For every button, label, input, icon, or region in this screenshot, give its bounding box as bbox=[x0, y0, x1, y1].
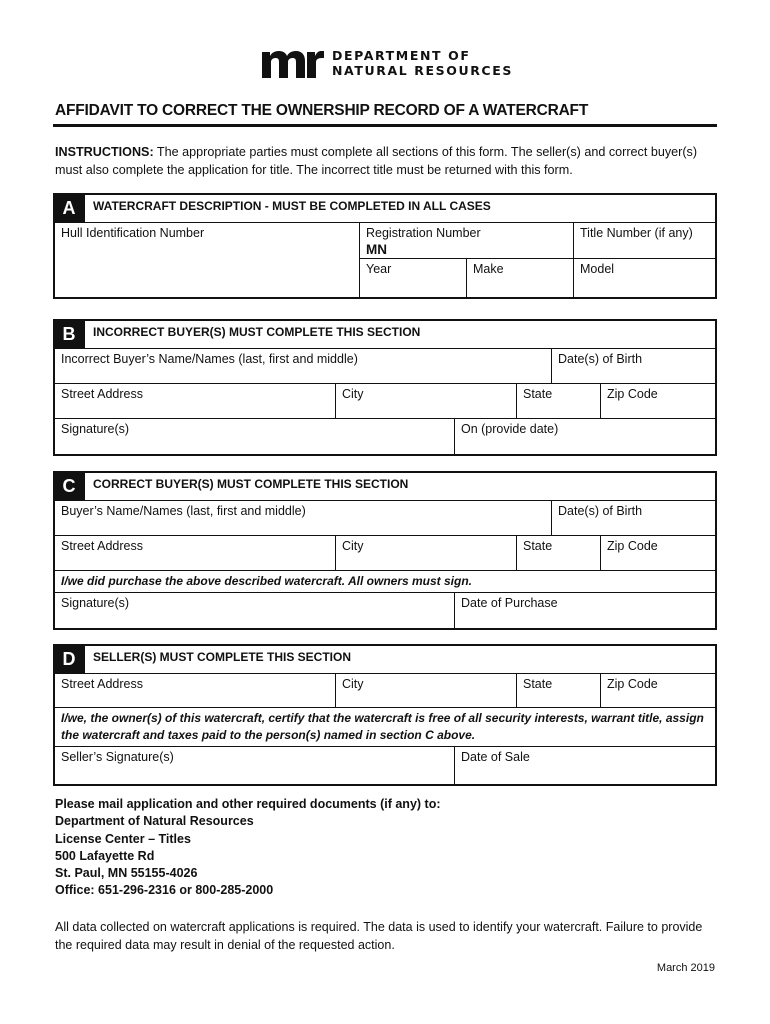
hull-id-label: Hull Identification Number bbox=[61, 226, 205, 240]
dnr-logo bbox=[262, 48, 513, 78]
mailing-line-6: Office: 651-296-2316 or 800-285-2000 bbox=[55, 883, 274, 898]
incorrect-buyer-dob-label: Date(s) of Birth bbox=[558, 352, 643, 366]
section-d-title: SELLER(S) MUST COMPLETE THIS SECTION bbox=[93, 650, 352, 664]
section-b bbox=[53, 319, 717, 456]
zip-code-label: Zip Code bbox=[607, 677, 658, 691]
incorrect-buyer-state-field[interactable] bbox=[517, 384, 601, 418]
section-d bbox=[53, 644, 717, 786]
registration-prefix: MN bbox=[366, 242, 387, 257]
on-date-label: On (provide date) bbox=[461, 422, 559, 436]
incorrect-buyer-dob-field[interactable] bbox=[552, 349, 715, 383]
buyer-name-field[interactable] bbox=[55, 501, 552, 535]
make-field[interactable] bbox=[467, 259, 574, 297]
mailing-line-5: St. Paul, MN 55155-4026 bbox=[55, 866, 198, 881]
incorrect-buyer-signature-field[interactable] bbox=[55, 419, 455, 454]
registration-number-field[interactable] bbox=[360, 223, 574, 258]
buyer-dob-label: Date(s) of Birth bbox=[558, 504, 643, 518]
buyer-signature-field[interactable] bbox=[55, 593, 455, 628]
buyer-dob-field[interactable] bbox=[552, 501, 715, 535]
incorrect-buyer-name-field[interactable] bbox=[55, 349, 552, 383]
buyer-attestation: I/we did purchase the above described watercraft. All owners must sign. bbox=[55, 571, 715, 593]
incorrect-buyer-date-field[interactable] bbox=[455, 419, 715, 454]
title-number-label: Title Number (if any) bbox=[580, 226, 693, 240]
street-address-label: Street Address bbox=[61, 387, 143, 401]
logo-line-1: DEPARTMENT OF bbox=[332, 48, 471, 63]
section-a-title: WATERCRAFT DESCRIPTION - MUST BE COMPLETED IN ALL CASES bbox=[93, 199, 491, 213]
seller-signature-label: Seller’s Signature(s) bbox=[61, 750, 174, 764]
signature-label: Signature(s) bbox=[61, 422, 130, 436]
section-c bbox=[53, 471, 717, 630]
buyer-street-field[interactable] bbox=[55, 536, 336, 570]
year-field[interactable] bbox=[360, 259, 467, 297]
model-label: Model bbox=[580, 262, 615, 276]
state-label: State bbox=[523, 539, 553, 553]
section-c-header bbox=[55, 473, 715, 501]
buyer-name-label: Buyer’s Name/Names (last, first and middle) bbox=[61, 504, 306, 518]
mailing-line-2: Department of Natural Resources bbox=[55, 814, 254, 829]
street-address-label: Street Address bbox=[61, 677, 143, 691]
section-b-header bbox=[55, 321, 715, 349]
data-privacy-notice: All data collected on watercraft applications is required. The data is used to identify your watercraft. Failure to provide the required data may result in denial of the requested action. bbox=[55, 920, 703, 952]
title-divider bbox=[53, 124, 717, 127]
zip-code-label: Zip Code bbox=[607, 539, 658, 553]
seller-street-field[interactable] bbox=[55, 674, 336, 707]
make-label: Make bbox=[473, 262, 504, 276]
city-label: City bbox=[342, 387, 364, 401]
instructions bbox=[55, 143, 715, 179]
mailing-line-4: 500 Lafayette Rd bbox=[55, 848, 155, 863]
section-a-header bbox=[55, 195, 715, 223]
incorrect-buyer-zip-field[interactable] bbox=[601, 384, 715, 418]
seller-zip-field[interactable] bbox=[601, 674, 715, 707]
form-title: AFFIDAVIT TO CORRECT THE OWNERSHIP RECORD OF A WATERCRAFT bbox=[55, 102, 589, 119]
city-label: City bbox=[342, 677, 364, 691]
section-b-letter: B bbox=[53, 319, 85, 349]
title-number-field[interactable] bbox=[574, 223, 715, 258]
form-revision-date: March 2019 bbox=[656, 962, 715, 974]
seller-state-field[interactable] bbox=[517, 674, 601, 707]
section-c-title: CORRECT BUYER(S) MUST COMPLETE THIS SECTION bbox=[93, 477, 409, 491]
section-d-letter: D bbox=[53, 644, 85, 674]
signature-label: Signature(s) bbox=[61, 596, 130, 610]
sale-date-label: Date of Sale bbox=[461, 750, 530, 764]
section-c-letter: C bbox=[53, 471, 85, 501]
buyer-state-field[interactable] bbox=[517, 536, 601, 570]
city-label: City bbox=[342, 539, 364, 553]
instructions-label: INSTRUCTIONS: bbox=[55, 145, 154, 159]
street-address-label: Street Address bbox=[61, 539, 143, 553]
zip-code-label: Zip Code bbox=[607, 387, 658, 401]
mailing-line-1: Please mail application and other required documents (if any) to: bbox=[55, 797, 441, 811]
seller-certification: I/we, the owner(s) of this watercraft, certify that the watercraft is free of all security interests, warrant title, assign the watercraft and taxes paid to the person(s) named in section C above. bbox=[55, 708, 715, 747]
section-b-title: INCORRECT BUYER(S) MUST COMPLETE THIS SECTION bbox=[93, 325, 421, 339]
purchase-date-label: Date of Purchase bbox=[461, 596, 558, 610]
incorrect-buyer-city-field[interactable] bbox=[336, 384, 517, 418]
registration-number-label: Registration Number bbox=[366, 226, 481, 240]
seller-signature-field[interactable] bbox=[55, 747, 455, 784]
buyer-city-field[interactable] bbox=[336, 536, 517, 570]
section-d-header bbox=[55, 646, 715, 674]
model-field[interactable] bbox=[574, 259, 715, 297]
instructions-text: The appropriate parties must complete all sections of this form. The seller(s) and correct buyer(s) must also complete the application for title. The incorrect title must be returned with this form. bbox=[55, 145, 698, 177]
purchase-date-field[interactable] bbox=[455, 593, 715, 628]
incorrect-buyer-name-label: Incorrect Buyer’s Name/Names (last, first and middle) bbox=[61, 352, 358, 366]
hull-id-field[interactable] bbox=[55, 223, 360, 297]
seller-city-field[interactable] bbox=[336, 674, 517, 707]
mn-logo-icon bbox=[262, 48, 324, 78]
mailing-address bbox=[55, 796, 441, 900]
state-label: State bbox=[523, 387, 553, 401]
incorrect-buyer-street-field[interactable] bbox=[55, 384, 336, 418]
year-label: Year bbox=[366, 262, 392, 276]
logo-line-2: NATURAL RESOURCES bbox=[332, 63, 513, 78]
sale-date-field[interactable] bbox=[455, 747, 715, 784]
buyer-zip-field[interactable] bbox=[601, 536, 715, 570]
section-a bbox=[53, 193, 717, 299]
mailing-line-3: License Center – Titles bbox=[55, 831, 191, 846]
state-label: State bbox=[523, 677, 553, 691]
section-a-letter: A bbox=[53, 193, 85, 223]
